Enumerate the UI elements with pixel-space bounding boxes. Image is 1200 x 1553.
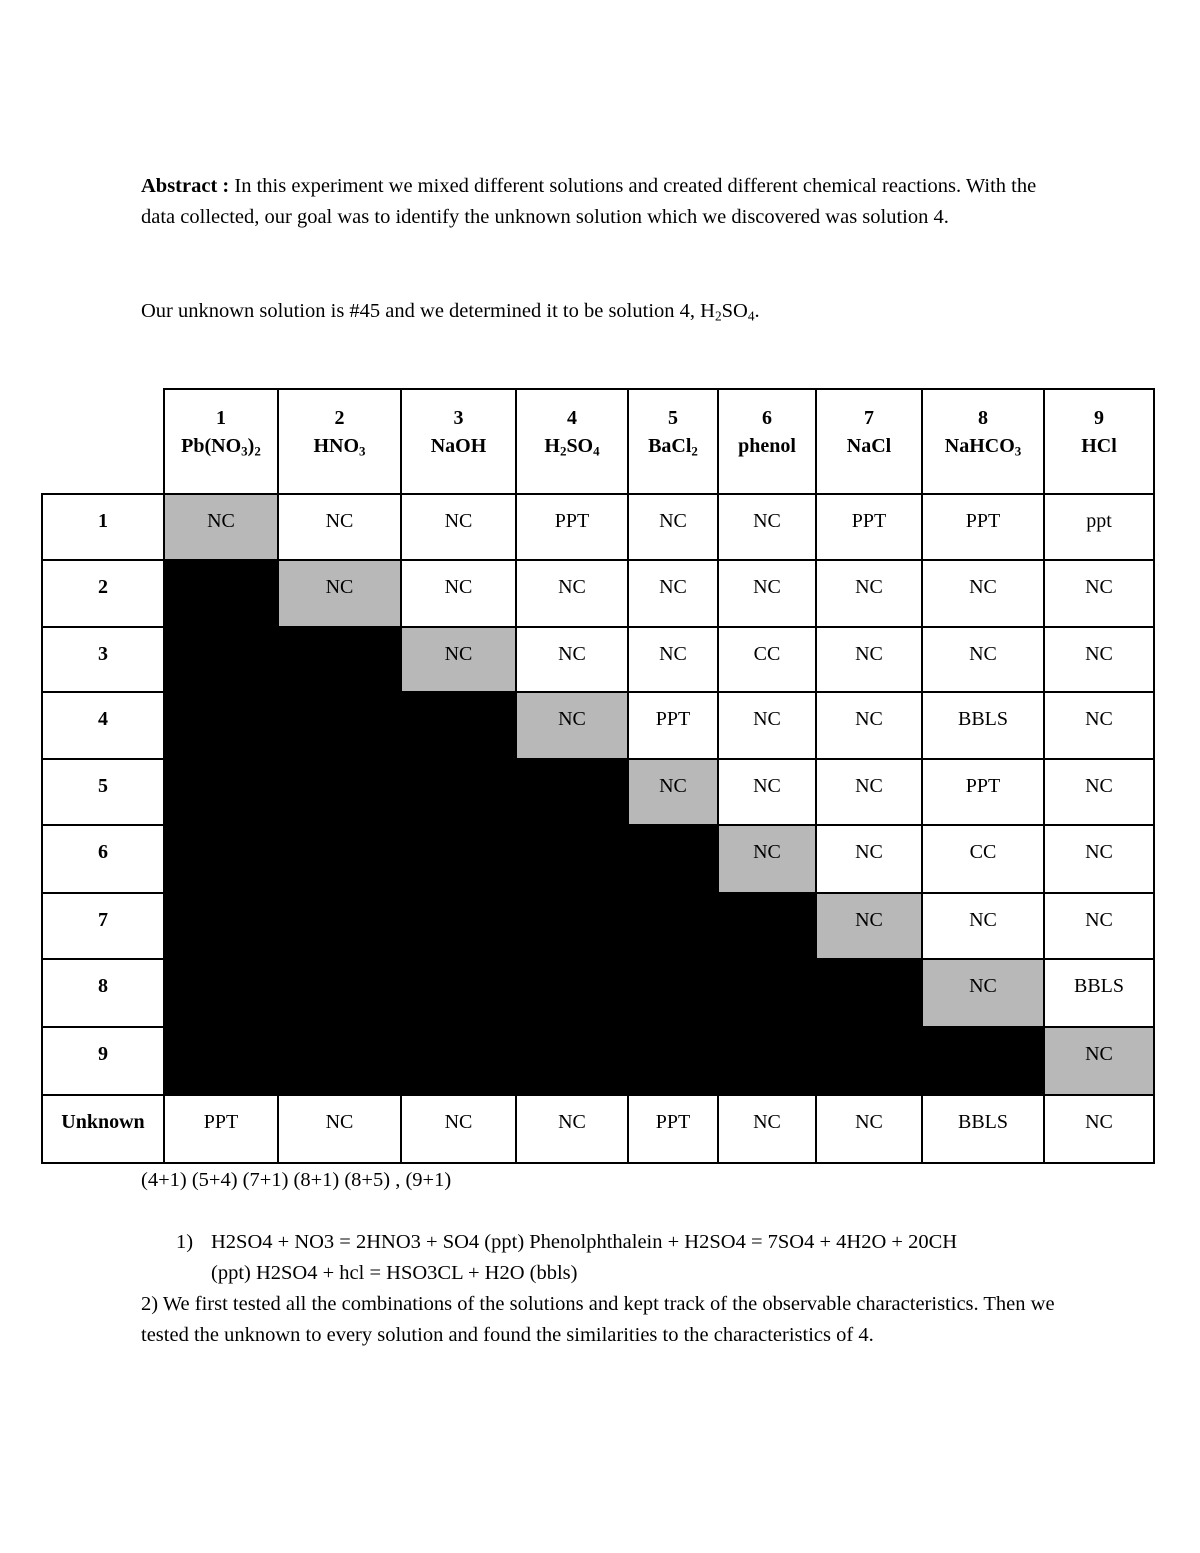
unknown-result-cell: NC	[278, 1095, 401, 1163]
result-cell: PPT	[922, 494, 1044, 560]
result-cell: NC	[278, 494, 401, 560]
masked-cell	[718, 893, 816, 959]
column-compound: NaCl	[846, 435, 892, 457]
column-compound: $HNO_3$	[313, 435, 366, 459]
masked-cell	[401, 893, 516, 959]
masked-cell	[516, 759, 628, 825]
result-cell: NC	[628, 627, 718, 692]
result-cell: CC	[718, 627, 816, 692]
answers-section	[141, 1227, 1061, 1351]
unknown-statement-sub2: 4	[747, 308, 755, 324]
result-cell: NC	[718, 692, 816, 759]
result-cell: PPT	[816, 494, 922, 560]
masked-cell	[164, 959, 278, 1027]
diagonal-cell: NC	[401, 627, 516, 692]
result-cell: BBLS	[1044, 959, 1154, 1027]
column-header	[922, 389, 1044, 494]
column-compound: BaCl$_2$	[648, 435, 698, 459]
column-header	[1044, 389, 1154, 494]
unknown-statement-mid: SO	[721, 300, 748, 322]
result-cell: NC	[922, 893, 1044, 959]
masked-cell	[164, 759, 278, 825]
masked-cell	[516, 825, 628, 893]
diagonal-cell: NC	[1044, 1027, 1154, 1095]
answer-1	[141, 1227, 1061, 1289]
result-cell: BBLS	[922, 692, 1044, 759]
table-row	[42, 560, 1154, 627]
result-cell: NC	[922, 627, 1044, 692]
masked-cell	[401, 1027, 516, 1095]
column-header	[718, 389, 816, 494]
table-row	[42, 825, 1154, 893]
column-number: 3	[453, 407, 464, 429]
row-header: 2	[42, 560, 164, 627]
column-number: 6	[762, 407, 772, 429]
masked-cell	[922, 1027, 1044, 1095]
column-header	[278, 389, 401, 494]
masked-cell	[278, 692, 401, 759]
column-compound: $Pb(NO_3)_2$	[181, 435, 261, 459]
masked-cell	[164, 692, 278, 759]
reaction-results-table	[41, 388, 1155, 1164]
reaction-pairs-line: (4+1) (5+4) (7+1) (8+1) (8+5) , (9+1)	[141, 1169, 452, 1191]
masked-cell	[816, 959, 922, 1027]
result-cell: NC	[922, 560, 1044, 627]
masked-cell	[718, 1027, 816, 1095]
column-header	[628, 389, 718, 494]
result-cell: NC	[1044, 692, 1154, 759]
result-cell: NC	[1044, 560, 1154, 627]
diagonal-cell: NC	[718, 825, 816, 893]
answer-1-number: 1)	[176, 1231, 194, 1253]
result-cell: NC	[1044, 893, 1154, 959]
masked-cell	[401, 759, 516, 825]
unknown-statement-sub1: 2	[714, 308, 722, 324]
column-number: 9	[1094, 407, 1104, 429]
row-header: 3	[42, 627, 164, 692]
unknown-statement-prefix: Our unknown solution is #45 and we determined it to be solution 4, H	[141, 300, 715, 322]
table-row	[42, 1027, 1154, 1095]
column-number: 5	[668, 407, 678, 429]
result-cell: NC	[816, 692, 922, 759]
masked-cell	[164, 627, 278, 692]
result-cell: NC	[628, 560, 718, 627]
masked-cell	[278, 893, 401, 959]
unknown-result-cell: NC	[401, 1095, 516, 1163]
result-cell: NC	[516, 560, 628, 627]
abstract-label: Abstract :	[141, 175, 230, 197]
table-row	[42, 893, 1154, 959]
header-row	[42, 389, 1154, 494]
masked-cell	[401, 959, 516, 1027]
answer-1-line-1: H2SO4 + NO3 = 2HNO3 + SO4 (ppt) Phenolphthalein + H2SO4 = 7SO4 + 4H2O + 20CH	[211, 1231, 958, 1253]
unknown-result-cell: NC	[816, 1095, 922, 1163]
unknown-result-cell: PPT	[164, 1095, 278, 1163]
result-cell: PPT	[516, 494, 628, 560]
result-cell: NC	[718, 494, 816, 560]
result-cell: PPT	[628, 692, 718, 759]
row-header: 6	[42, 825, 164, 893]
result-cell: NC	[718, 759, 816, 825]
masked-cell	[516, 959, 628, 1027]
result-cell: NC	[816, 759, 922, 825]
result-cell: NC	[1044, 825, 1154, 893]
abstract-paragraph	[141, 171, 1041, 233]
column-compound: phenol	[738, 435, 796, 457]
result-cell: PPT	[922, 759, 1044, 825]
column-number: 8	[978, 407, 988, 429]
row-header: 4	[42, 692, 164, 759]
result-cell: ppt	[1044, 494, 1154, 560]
masked-cell	[628, 1027, 718, 1095]
abstract-text: In this experiment we mixed different solutions and created different chemical reactions. With the data collected, our goal was to identify the unknown solution which we discovered was solution 4.	[141, 175, 1037, 228]
masked-cell	[164, 893, 278, 959]
column-compound: NaHCO$_3$	[944, 435, 1022, 459]
masked-cell	[516, 1027, 628, 1095]
masked-cell	[278, 959, 401, 1027]
table-row	[42, 759, 1154, 825]
result-cell: NC	[516, 627, 628, 692]
masked-cell	[278, 627, 401, 692]
result-cell: NC	[1044, 627, 1154, 692]
result-cell: NC	[401, 494, 516, 560]
masked-cell	[164, 560, 278, 627]
masked-cell	[164, 825, 278, 893]
answer-2: 2) We first tested all the combinations of the solutions and kept track of the observable characteristics. Then we tested the unknown to every solution and found the similarities to the characteristics of 4.	[141, 1293, 1055, 1346]
diagonal-cell: NC	[628, 759, 718, 825]
unknown-statement-suffix: .	[754, 300, 760, 322]
row-header: 5	[42, 759, 164, 825]
column-number: 1	[216, 407, 226, 429]
table-body	[42, 389, 1154, 1163]
table-row	[42, 494, 1154, 560]
column-header	[164, 389, 278, 494]
masked-cell	[628, 893, 718, 959]
row-header: 9	[42, 1027, 164, 1095]
unknown-result-cell: NC	[1044, 1095, 1154, 1163]
unknown-result-cell: NC	[516, 1095, 628, 1163]
masked-cell	[516, 893, 628, 959]
column-number: 2	[334, 407, 345, 429]
row-header: 8	[42, 959, 164, 1027]
result-cell: NC	[628, 494, 718, 560]
unknown-result-cell: NC	[718, 1095, 816, 1163]
diagonal-cell: NC	[816, 893, 922, 959]
column-header	[401, 389, 516, 494]
answer-1-line-2: (ppt) H2SO4 + hcl = HSO3CL + H2O (bbls)	[211, 1262, 578, 1284]
unknown-result-cell: BBLS	[922, 1095, 1044, 1163]
column-compound: $H_2SO_4$	[544, 435, 600, 459]
masked-cell	[628, 825, 718, 893]
result-cell: NC	[816, 560, 922, 627]
table-row	[42, 627, 1154, 692]
diagonal-cell: NC	[278, 560, 401, 627]
result-cell: NC	[1044, 759, 1154, 825]
result-cell: NC	[816, 627, 922, 692]
result-cell: NC	[718, 560, 816, 627]
diagonal-cell: NC	[516, 692, 628, 759]
masked-cell	[816, 1027, 922, 1095]
masked-cell	[628, 959, 718, 1027]
diagonal-cell: NC	[922, 959, 1044, 1027]
column-number: 7	[864, 407, 874, 429]
masked-cell	[718, 959, 816, 1027]
column-compound: NaOH	[430, 435, 487, 457]
masked-cell	[278, 1027, 401, 1095]
result-cell: CC	[922, 825, 1044, 893]
header-corner	[42, 389, 164, 494]
masked-cell	[401, 825, 516, 893]
table-row	[42, 692, 1154, 759]
column-header	[516, 389, 628, 494]
result-cell: NC	[401, 560, 516, 627]
unknown-row-header: Unknown	[42, 1095, 164, 1163]
masked-cell	[164, 1027, 278, 1095]
masked-cell	[401, 692, 516, 759]
table-row	[42, 959, 1154, 1027]
masked-cell	[278, 825, 401, 893]
row-header: 7	[42, 893, 164, 959]
column-compound: HCl	[1081, 435, 1117, 457]
result-cell: NC	[816, 825, 922, 893]
column-header	[816, 389, 922, 494]
unknown-row	[42, 1095, 1154, 1163]
masked-cell	[278, 759, 401, 825]
row-header: 1	[42, 494, 164, 560]
column-number: 4	[567, 407, 577, 429]
unknown-result-cell: PPT	[628, 1095, 718, 1163]
unknown-statement	[141, 296, 1041, 327]
diagonal-cell: NC	[164, 494, 278, 560]
